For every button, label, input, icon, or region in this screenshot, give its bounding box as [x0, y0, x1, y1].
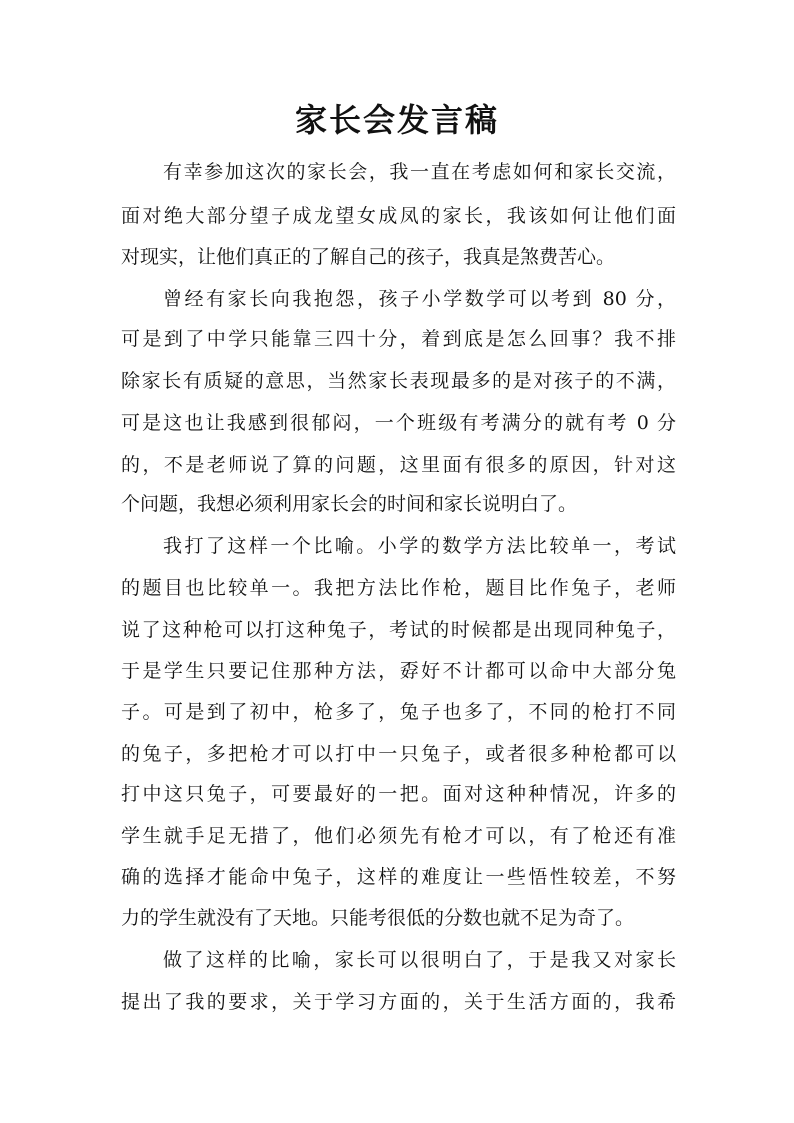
paragraph-3-line-1: 我打了这样一个比喻。小学的数学方法比较单一，考试	[163, 535, 676, 557]
paragraph-3-line-2: 的题目也比较单一。我把方法比作枪，题目比作兔子，老师	[121, 577, 676, 599]
paragraph-1-line-1: 有幸参加这次的家长会，我一直在考虑如何和家长交流，	[163, 161, 676, 183]
paragraph-3-line-3: 说了这种枪可以打这种兔子，考试的时候都是出现同种兔子，	[121, 619, 676, 641]
paragraph-3-line-9: 确的选择才能命中兔子，这样的难度让一些悟性较差，不努	[121, 866, 676, 888]
paragraph-3-line-6: 的兔子，多把枪才可以打中一只兔子，或者很多种枪都可以	[121, 743, 676, 765]
paragraph-3-line-5: 子。可是到了初中，枪多了，兔子也多了，不同的枪打不同	[121, 701, 676, 723]
paragraph-3-line-7: 打中这只兔子，可要最好的一把。面对这种种情况，许多的	[121, 783, 676, 805]
paragraph-3-line-8: 学生就手足无措了，他们必须先有枪才可以，有了枪还有准	[121, 825, 676, 847]
paragraph-1-line-2: 面对绝大部分望子成龙望女成凤的家长，我该如何让他们面	[121, 205, 676, 227]
paragraph-2-line-4: 可是这也让我感到很郁闷，一个班级有考满分的就有考 0 分	[121, 412, 676, 434]
document-title: 家长会发言稿	[294, 101, 499, 139]
paragraph-3-line-4: 于是学生只要记住那种方法，孬好不计都可以命中大部分兔	[121, 660, 676, 682]
paragraph-2-line-2: 可是到了中学只能靠三四十分，着到底是怎么回事？我不排	[121, 328, 676, 350]
paragraph-2-line-1: 曾经有家长向我抱怨，孩子小学数学可以考到 80 分，	[163, 288, 676, 310]
paragraph-3-line-10: 力的学生就没有了天地。只能考很低的分数也就不足为奇了。	[121, 907, 635, 929]
paragraph-2-line-6: 个问题，我想必须利用家长会的时间和家长说明白了。	[121, 493, 578, 515]
paragraph-2-line-5: 的，不是老师说了算的问题，这里面有很多的原因，针对这	[121, 454, 676, 476]
paragraph-4-line-2: 提出了我的要求，关于学习方面的，关于生活方面的，我希	[121, 991, 676, 1013]
paragraph-1-line-3: 对现实，让他们真正的了解自己的孩子，我真是煞费苦心。	[121, 246, 616, 268]
paragraph-2-line-3: 除家长有质疑的意思，当然家长表现最多的是对孩子的不满，	[121, 370, 676, 392]
paragraph-4-line-1: 做了这样的比喻，家长可以很明白了，于是我又对家长	[163, 949, 676, 971]
